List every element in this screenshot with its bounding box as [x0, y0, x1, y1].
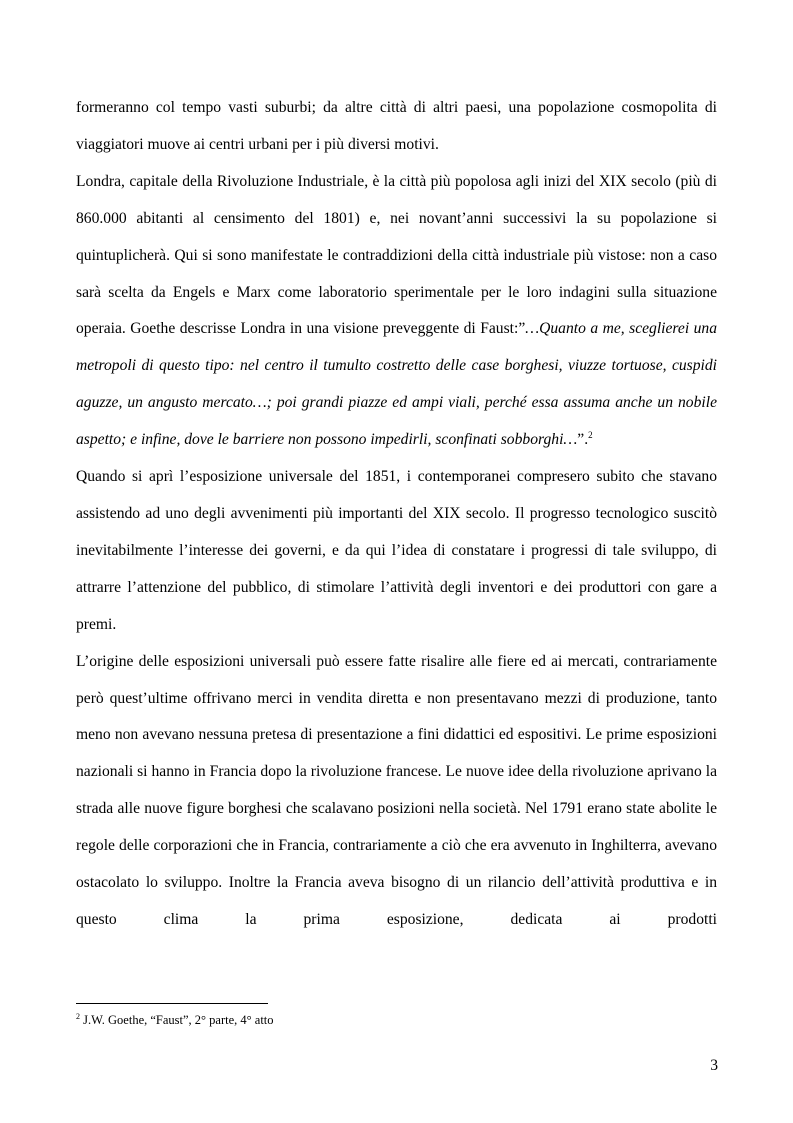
footnote-reference[interactable]: 2 [588, 430, 593, 441]
goethe-quote: …Quanto a me, sceglierei una metropoli di questo tipo: nel centro il tumulto costretto delle case borghesi, viuzze tortuose, cuspidi aguzze, un angusto mercato…; poi grandi piazze ed ampi viali, perché essa assuma anche un nobile aspetto; e infine, dove le barriere non possono impedirli, sconfinati sobborghi… [76, 320, 718, 449]
paragraph-origins: L’origine delle esposizioni universali può essere fatte risalire alle fiere ed ai mercati, contrariamente però quest’ultime offrivano merci in vendita diretta e non presentavano mezzi di produzione, tanto meno non avevano nessuna pretesa di presentazione a fini didattici ed espositivi. Le prime esposizioni nazionali si hanno in Francia dopo la rivoluzione francese. Le nuove idee della rivoluzione aprivano la strada alle nuove figure borghesi che scalavano posizioni nella società. Nel 1791 erano state abolite le regole delle corporazioni che in Francia, contrariamente a ciò che era avvenuto in Inghilterra, avevano ostacolato lo sviluppo. Inoltre la Francia aveva bisogno di un rilancio dell’attività produttiva e in questo clima la prima esposizione, dedicata ai prodotti [76, 652, 717, 928]
footnote-text: J.W. Goethe, “Faust”, 2° parte, 4° atto [80, 1013, 274, 1027]
paragraph-london [76, 164, 717, 459]
paragraph-exposition-1851: Quando si aprì l’esposizione universale del 1851, i contemporanei compresero subito che stavano assistendo ad uno degli avvenimenti più importanti del XIX secolo. Il progresso tecnologico suscitò inevitabilmente l’interesse dei governi, e da qui l’idea di constatare i progressi di tale sviluppo, di attrarre l’attenzione del pubblico, di stimolare l’attività degli inventori e dei produttori con gare a premi. [76, 468, 717, 633]
london-text: Londra, capitale della Rivoluzione Industriale, è la città più popolosa agli inizi del XIX secolo (più di 860.000 abitanti al censimento del 1801) e, nei novant’anni successivi la su popolazione si quintuplicherà. Qui si sono manifestate le contraddizioni della città industriale più vistose: non a caso sarà scelta da Engels e Marx come laboratorio sperimentale per le loro indagini sulla situazione operaia. Goethe descrisse Londra in una visione preveggente di Faust:” [76, 172, 717, 338]
body-text [76, 90, 717, 939]
paragraph-continuation: formeranno col tempo vasti suburbi; da altre città di altri paesi, una popolazione cosmopolita di viaggiatori muove ai centri urbani per i più diversi motivi. [76, 99, 717, 153]
footnote-divider [76, 1003, 268, 1004]
quote-close: ”. [577, 431, 589, 449]
footnote-number: 2 [76, 1012, 80, 1021]
footnote [76, 1012, 717, 1028]
page-number: 3 [710, 1057, 718, 1074]
